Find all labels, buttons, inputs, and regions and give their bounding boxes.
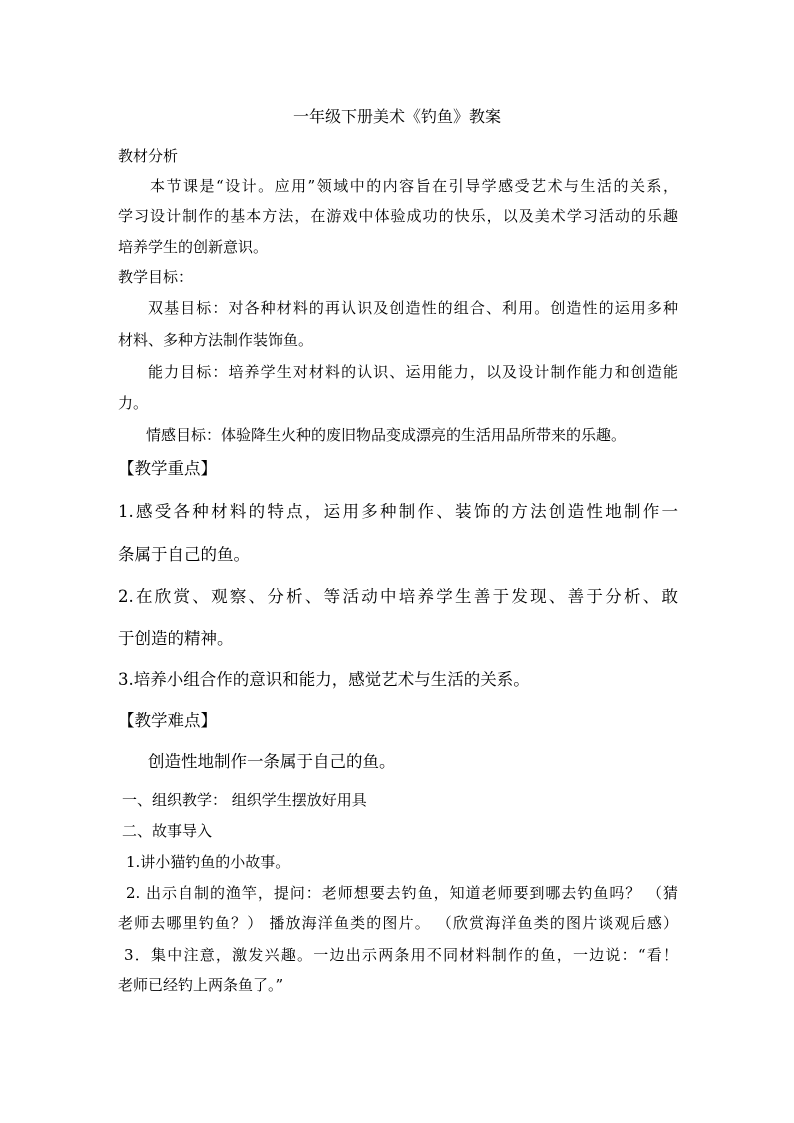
key-point-line-1: 1.感受各种材料的特点，运用多种制作、装饰的方法创造性地制作一 — [118, 502, 678, 521]
basic-goal-line-1: 双基目标：对各种材料的再认识及创造性的组合、利用。创造性的运用多种 — [148, 299, 678, 317]
key-point-line-5: 3.培养小组合作的意识和能力，感觉艺术与生活的关系。 — [118, 670, 530, 689]
process-line-3: 1.讲小猫钓鱼的小故事。 — [126, 853, 291, 871]
basic-goal-line-2: 材料、多种方法制作装饰鱼。 — [118, 331, 314, 349]
difficulties-heading: 【教学难点】 — [118, 711, 217, 730]
process-line-6: 3．集中注意，激发兴趣。一边出示两条用不同材料制作的鱼，一边说：“看！ — [124, 946, 678, 964]
emotion-goal-line: 情感目标：体验降生火种的废旧物品变成漂亮的生活用品所带来的乐趣。 — [146, 426, 627, 444]
ability-goal-line-1: 能力目标：培养学生对材料的认识、运用能力，以及设计制作能力和创造能 — [148, 363, 678, 381]
process-line-1: 一、组织教学： 组织学生摆放好用具 — [122, 791, 367, 809]
textbook-analysis-heading: 教材分析 — [118, 147, 179, 165]
ability-goal-line-2: 力。 — [118, 394, 149, 412]
teaching-goals-heading: 教学目标： — [118, 268, 194, 286]
document-title: 一年级下册美术《钓鱼》教案 — [292, 107, 501, 126]
process-line-4: 2. 出示自制的渔竿，提问：老师想要去钓鱼，知道老师要到哪去钓鱼吗？ （猜 — [126, 884, 678, 902]
key-point-line-2: 条属于自己的鱼。 — [118, 545, 250, 564]
key-points-heading: 【教学重点】 — [118, 459, 217, 478]
process-line-5: 老师去哪里钓鱼？） 播放海洋鱼类的图片。 （欣赏海洋鱼类的图片谈观后感） — [118, 914, 678, 932]
difficulty-line: 创造性地制作一条属于自己的鱼。 — [148, 752, 396, 771]
textbook-analysis-line-2: 学习设计制作的基本方法，在游戏中体验成功的快乐，以及美术学习活动的乐趣 — [118, 207, 678, 225]
key-point-line-3: 2.在欣赏、观察、分析、等活动中培养学生善于发现、善于分析、敢 — [118, 587, 678, 606]
key-point-line-4: 于创造的精神。 — [118, 629, 234, 648]
process-line-2: 二、故事导入 — [122, 822, 213, 840]
textbook-analysis-line-3: 培养学生的创新意识。 — [118, 238, 269, 256]
process-line-7: 老师已经钓上两条鱼了。” — [118, 976, 284, 994]
textbook-analysis-line-1: 本节课是“设计。应用”领域中的内容旨在引导学感受艺术与生活的关系， — [150, 177, 678, 195]
